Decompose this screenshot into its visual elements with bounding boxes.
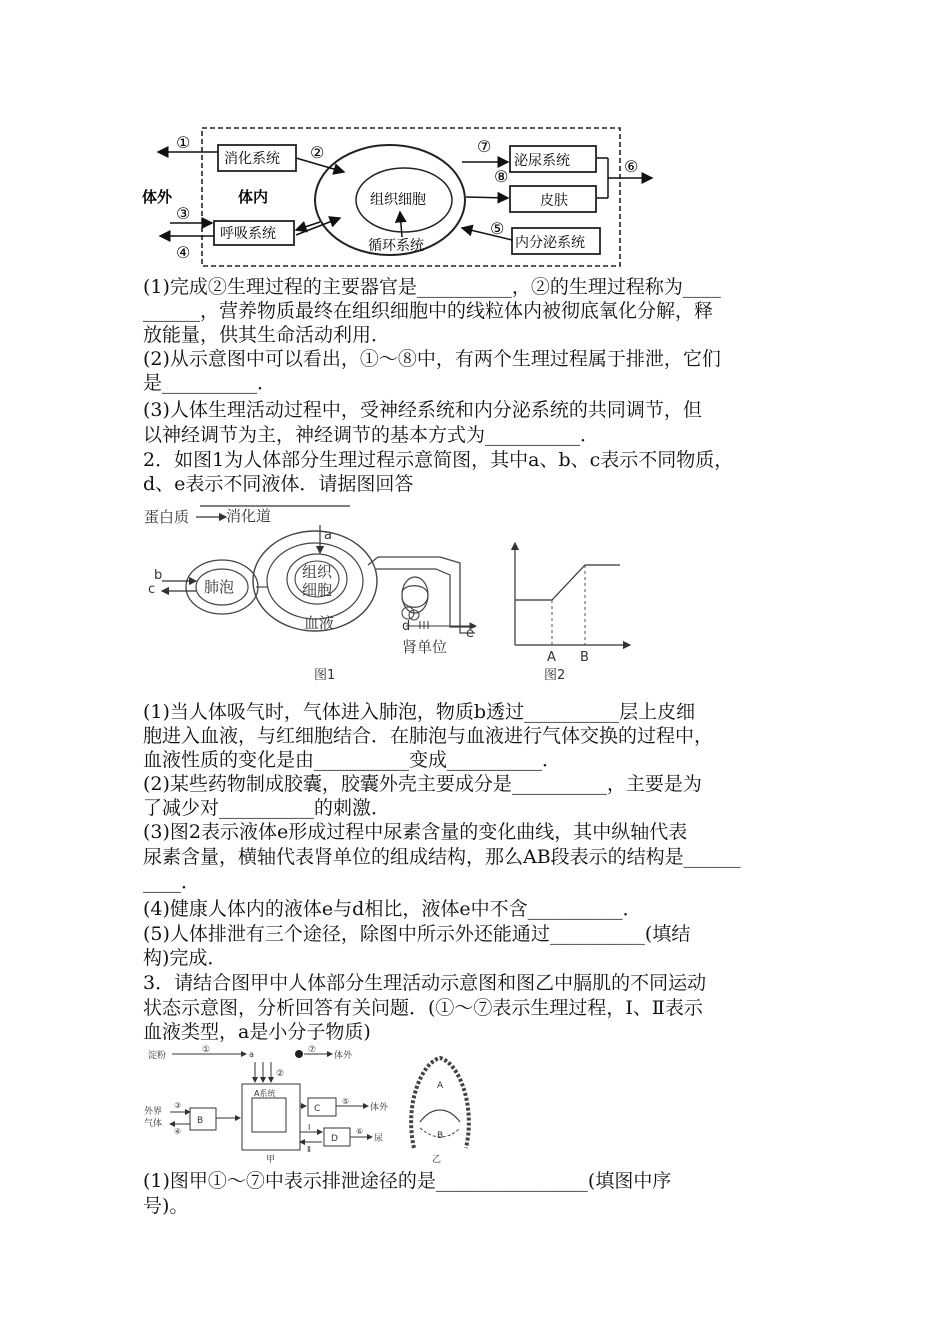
process-7-label-3: ⑦ [308, 1045, 317, 1055]
tissue-label-2: 细胞 [302, 581, 333, 599]
process-2-label-3: ② [276, 1069, 285, 1079]
q2-part3-line2: 尿素含量，横轴代表肾单位的组成结构，那么AB段表示的结构是______ [143, 846, 741, 868]
process-6-label: ⑥ [624, 157, 639, 176]
system-D-label: D [331, 1134, 338, 1144]
q2-intro-line2: d、e表示不同液体．请据图回答 [143, 473, 414, 495]
figure-jia-caption: 甲 [266, 1155, 276, 1165]
digestive-system-label: 消化系统 [224, 151, 280, 167]
process-1-label: ① [176, 133, 191, 152]
process-5-label: ⑤ [490, 219, 505, 238]
air-label-2: 气体 [144, 1119, 163, 1129]
liquid-e-label: e [466, 626, 474, 641]
substance-a-label: a [324, 528, 332, 543]
q2-part3-line1: (3)图2表示液体e形成过程中尿素含量的变化曲线，其中纵轴代表 [143, 821, 688, 843]
figure-1-caption: 图1 [314, 668, 336, 683]
outside-label-3b: 体外 [370, 1103, 389, 1113]
endocrine-system-label: 内分泌系统 [515, 235, 585, 251]
process-4-label: ④ [176, 243, 191, 262]
q1-part3-line1: (3)人体生理活动过程中，受神经系统和内分泌系统的共同调节，但 [143, 399, 702, 421]
process-3-label-3: ③ [174, 1101, 182, 1110]
skin-label: 皮肤 [540, 193, 568, 209]
air-label-1: 外界 [144, 1107, 163, 1117]
process-7-label: ⑦ [477, 137, 492, 156]
q2-part1-line1: (1)当人体吸气时，气体进入肺泡，物质b透过__________层上皮细 [143, 701, 696, 723]
tissue-label-1: 组织 [302, 563, 333, 581]
q2-intro-line1: 2．如图1为人体部分生理过程示意简图，其中a、b、c表示不同物质， [143, 449, 734, 471]
process-2-label: ② [310, 143, 325, 162]
q1-part1-line3: 放能量，供其生命活动利用． [143, 324, 391, 346]
q2-part2-line2: 了减少对__________的刺激． [143, 797, 391, 819]
q3-intro-line2: 状态示意图，分析回答有关问题．(①～⑦表示生理过程，Ⅰ、Ⅱ表示 [143, 997, 703, 1019]
q1-part2-line1: (2)从示意图中可以看出，①～⑧中，有两个生理过程属于排泄，它们 [143, 348, 721, 370]
diaphragm-state-B: B [437, 1131, 444, 1141]
process-4-label-3: ④ [174, 1127, 182, 1136]
graph-point-B: B [580, 650, 589, 665]
q2-part4-line: (4)健康人体内的液体e与d相比，液体e中不含__________． [143, 898, 642, 920]
tissue-cell-label: 组织细胞 [370, 192, 426, 208]
starch-label: 淀粉 [148, 1051, 167, 1061]
urine-label: 尿 [374, 1134, 384, 1144]
q3-part1-line1: (1)图甲①～⑦中表示排泄途径的是________________(填图中序 [143, 1170, 672, 1192]
substance-c-label: c [148, 582, 156, 597]
inside-label: 体内 [238, 188, 269, 206]
q1-part1-line2: ______，营养物质最终在组织细胞中的线粒体内被彻底氧化分解，释 [143, 300, 714, 322]
figure-2-caption: 图2 [544, 668, 566, 683]
outside-label-3: 体外 [334, 1051, 353, 1061]
human-systems-diagram [140, 122, 660, 272]
nephron-label: 肾单位 [402, 638, 448, 656]
process-6-label-3: ⑥ [356, 1127, 364, 1136]
blood-type-I-label: Ⅰ [308, 1123, 311, 1132]
process-1-label-3: ① [202, 1045, 211, 1055]
q2-part1-line3: 血液性质的变化是由__________变成__________． [143, 749, 562, 771]
diaphragm-state-A: A [437, 1081, 444, 1091]
digestive-tract-label: 消化道 [226, 507, 272, 525]
system-A-label: A系统 [254, 1089, 276, 1098]
urinary-system-label: 泌尿系统 [514, 153, 570, 169]
liquid-d-label: d [402, 619, 411, 634]
small-molecule-a: a [249, 1050, 254, 1059]
q1-part3-line2: 以神经调节为主，神经调节的基本方式为__________． [143, 424, 600, 446]
q2-part5-line2: 构)完成． [143, 947, 227, 969]
q2-part2-line1: (2)某些药物制成胶囊，胶囊外壳主要成分是__________，主要是为 [143, 773, 702, 795]
process-3-label: ③ [176, 204, 191, 223]
process-5-label-3: ⑤ [342, 1097, 350, 1106]
physiology-diagram-3 [142, 1044, 502, 1166]
circulatory-system-label: 循环系统 [368, 238, 424, 254]
system-C-box [308, 1098, 336, 1116]
blood-label: 血液 [304, 614, 335, 632]
q3-part1-line2: 号)。 [143, 1195, 189, 1217]
q1-part1-line1: (1)完成②生理过程的主要器官是__________，②的生理过程称为____ [143, 276, 721, 298]
urea-concentration-curve [515, 565, 620, 600]
q2-part1-line2: 胞进入血液，与红细胞结合．在肺泡与血液进行气体交换的过程中， [143, 725, 714, 747]
blood-type-II-label: Ⅱ [307, 1145, 311, 1154]
protein-label: 蛋白质 [144, 508, 190, 526]
process-8-label: ⑧ [494, 167, 509, 186]
system-C-label: C [314, 1104, 321, 1114]
outside-label: 体外 [142, 188, 173, 206]
q3-intro-line1: 3．请结合图甲中人体部分生理活动示意图和图乙中膈肌的不同运动 [143, 972, 707, 994]
figure-yi-caption: 乙 [432, 1155, 442, 1165]
respiratory-system-label: 呼吸系统 [220, 226, 276, 242]
q1-part2-line2: 是__________． [143, 372, 277, 394]
physiology-figure-1 [140, 495, 640, 690]
alveolus-label: 肺泡 [204, 578, 235, 596]
graph-point-A: A [547, 650, 556, 665]
q3-intro-line3: 血液类型，a是小分子物质) [143, 1021, 371, 1043]
system-B-label: B [197, 1116, 204, 1126]
q2-part3-line3: ____． [143, 871, 201, 893]
substance-b-label: b [154, 568, 163, 583]
q2-part5-line1: (5)人体排泄有三个途径，除图中所示外还能通过__________(填结 [143, 923, 691, 945]
